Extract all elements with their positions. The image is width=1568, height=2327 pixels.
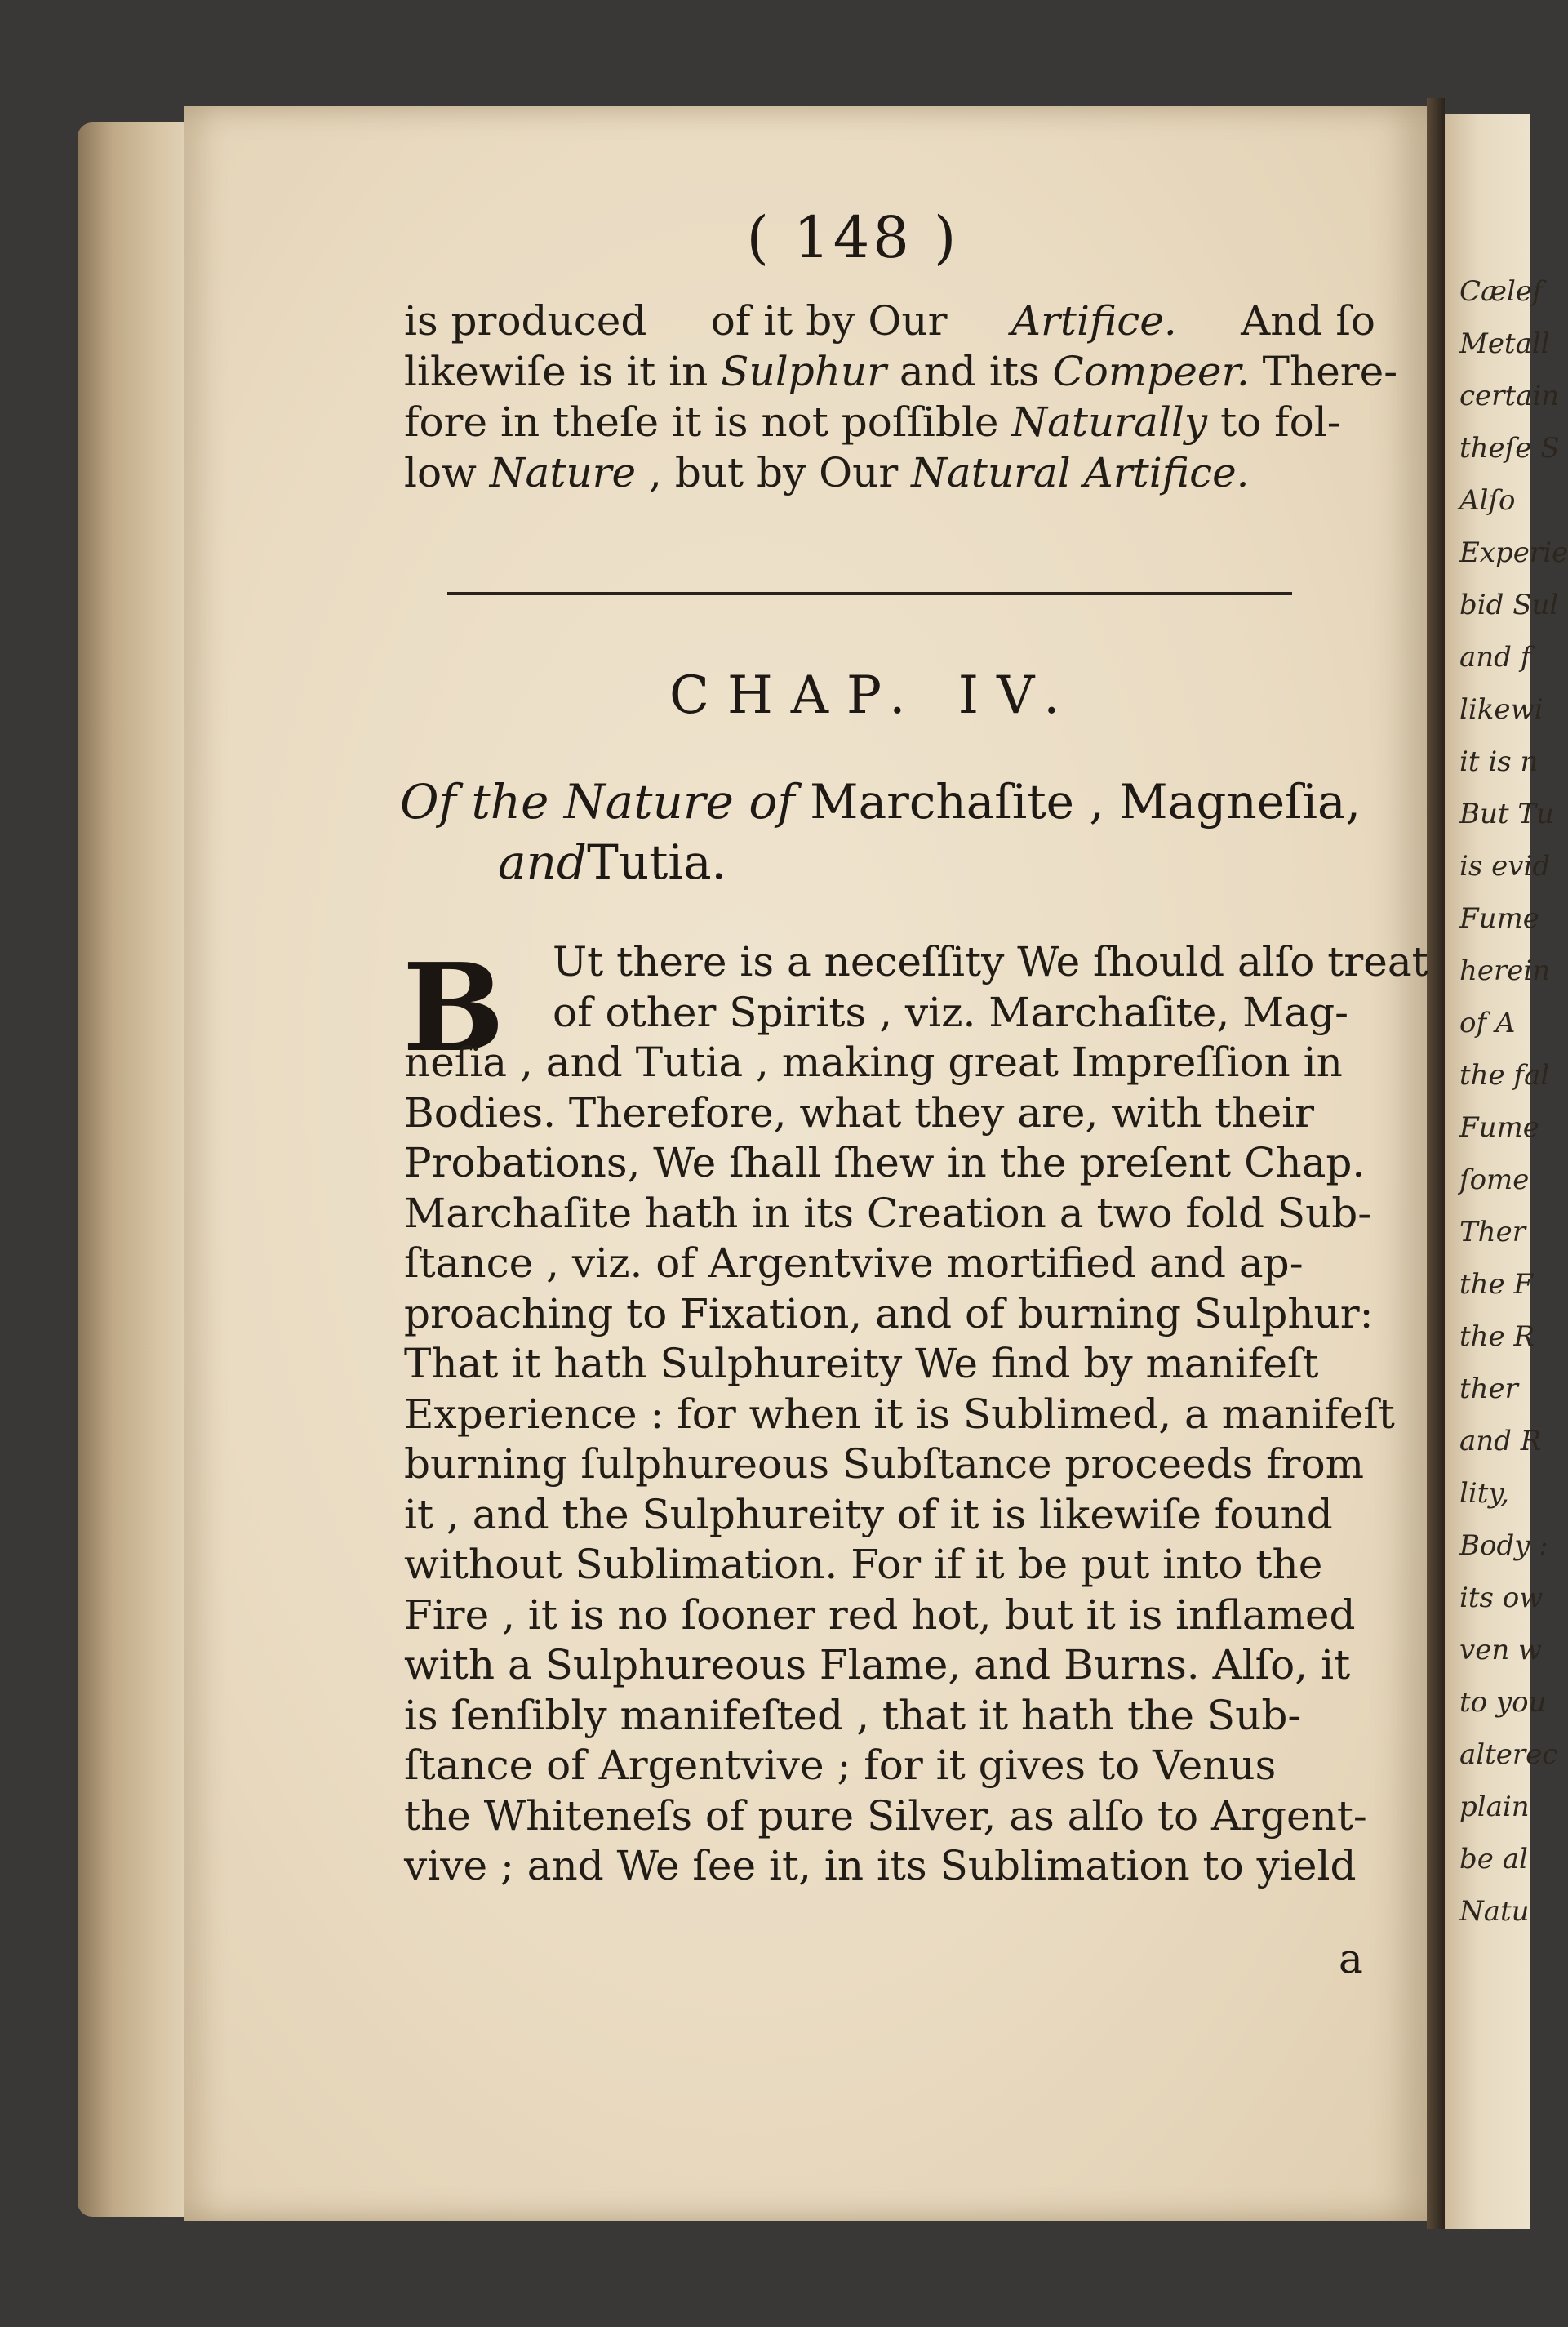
- facing-page-fragment: the R: [1459, 1320, 1535, 1353]
- facing-page-fragment: Fume: [1459, 902, 1539, 935]
- book-gutter: [1427, 98, 1445, 2229]
- drop-cap: B: [402, 937, 505, 1079]
- facing-page-fragment: Body :: [1459, 1529, 1548, 1562]
- text-line: Bodies. Therefore, what they are, with their: [404, 1088, 1315, 1137]
- page-edge: [78, 122, 196, 2217]
- text-line: proaching to Fixation, and of burning Sulphur:: [404, 1289, 1374, 1337]
- text-line: without Sublimation. For if it be put into the: [404, 1541, 1323, 1588]
- facing-page-fragment: its ow: [1459, 1582, 1544, 1614]
- text-line: That it hath Sulphureity We find by manifeſt: [404, 1340, 1319, 1387]
- facing-page-fragment: be al: [1459, 1843, 1528, 1875]
- chapter-heading: CHAP. IV.: [669, 665, 1078, 726]
- facing-page-fragment: it is n: [1459, 745, 1539, 778]
- chapter-title-line: Of the Nature of Marchaſite , Magneſia,: [400, 774, 1361, 830]
- text-line: with a Sulphureous Flame, and Burns. Alſo, it: [404, 1641, 1351, 1689]
- text-line: is ſenſibly manifeſted , that it hath the Sub-: [404, 1691, 1302, 1739]
- text-line: vive ; and We ſee it, in its Sublimation to yield: [404, 1842, 1357, 1889]
- catchword: a: [1339, 1935, 1363, 1982]
- facing-page-fragment: the fal: [1459, 1059, 1550, 1092]
- facing-page-fragment: Ther: [1459, 1216, 1526, 1248]
- body-paragraph: [404, 937, 1428, 1892]
- top-paragraph: [404, 296, 1398, 498]
- facing-page-fragment: and R: [1459, 1425, 1542, 1457]
- facing-page-fragment: plain: [1459, 1791, 1530, 1823]
- chapter-title-line: andTutia.: [498, 834, 726, 890]
- facing-page-fragment: the F: [1459, 1268, 1534, 1301]
- facing-page-fragment: Cælef: [1459, 275, 1543, 308]
- chapter-title: [400, 772, 1379, 892]
- facing-page-fragment: Alſo: [1459, 484, 1516, 517]
- facing-page-fragment: lity,: [1459, 1477, 1509, 1510]
- page-number: ( 148 ): [746, 204, 960, 271]
- facing-page-fragment: ven w: [1459, 1634, 1543, 1666]
- facing-page-fragment: Natu: [1459, 1895, 1530, 1928]
- facing-page-fragment: of A: [1459, 1007, 1516, 1039]
- facing-page-fragment: herein: [1459, 954, 1551, 987]
- text-line: Fire , it is no ſooner red hot, but it is inflamed: [404, 1591, 1356, 1639]
- facing-page-fragment: alterec: [1459, 1738, 1558, 1771]
- facing-page-fragment: ther: [1459, 1373, 1518, 1405]
- text-line: fore in theſe it is not poſſible Naturally to fol-: [404, 398, 1341, 446]
- facing-page-fragment: and f: [1459, 641, 1531, 674]
- facing-page-fragment: ſome: [1459, 1164, 1530, 1196]
- facing-page-fragment: Experie: [1459, 536, 1568, 569]
- facing-page-fragment: Fume: [1459, 1111, 1539, 1144]
- text-line: of other Spirits , viz. Marchaſite, Mag-: [553, 988, 1349, 1036]
- facing-page-fragment: bid Sul: [1459, 589, 1559, 621]
- facing-page-fragment: certain: [1459, 380, 1560, 412]
- text-line: the Whiteneſs of pure Silver, as alſo to Argent-: [404, 1791, 1367, 1840]
- facing-page-fragment: theſe S: [1459, 432, 1560, 465]
- text-line: Probations, We ſhall ſhew in the preſent Chap.: [404, 1139, 1366, 1186]
- text-line: Ut there is a neceſſity We ſhould alſo treat: [553, 938, 1428, 986]
- text-line: it , and the Sulphureity of it is likewiſe found: [404, 1490, 1333, 1538]
- text-line: Marchaſite hath in its Creation a two fold Sub-: [404, 1189, 1372, 1237]
- text-line: likewiſe is it in Sulphur and its Compeer. There-: [404, 348, 1398, 395]
- facing-page: [1445, 114, 1568, 2229]
- text-line: is produced of it by Our Artifice. And ſo: [404, 297, 1375, 345]
- text-line: burning ſulphureous Subſtance proceeds from: [404, 1440, 1365, 1488]
- facing-page-fragment: But Tu: [1459, 798, 1554, 830]
- facing-page-fragment: Metall: [1459, 327, 1550, 360]
- facing-page-fragment: likewi: [1459, 693, 1544, 726]
- section-divider: [447, 592, 1292, 595]
- text-line: low Nature , but by Our Natural Artifice.: [404, 449, 1250, 496]
- facing-page-fragment: is evid: [1459, 850, 1551, 883]
- text-line: Experience : for when it is Sublimed, a manifeſt: [404, 1390, 1395, 1438]
- text-line: ſtance , viz. of Argentvive mortified and ap-: [404, 1239, 1304, 1287]
- facing-page-fragment: to you: [1459, 1686, 1547, 1719]
- text-line: ſtance of Argentvive ; for it gives to Venus: [404, 1742, 1277, 1789]
- text-line: neſia , and Tutia , making great Impreſſion in: [404, 1039, 1343, 1086]
